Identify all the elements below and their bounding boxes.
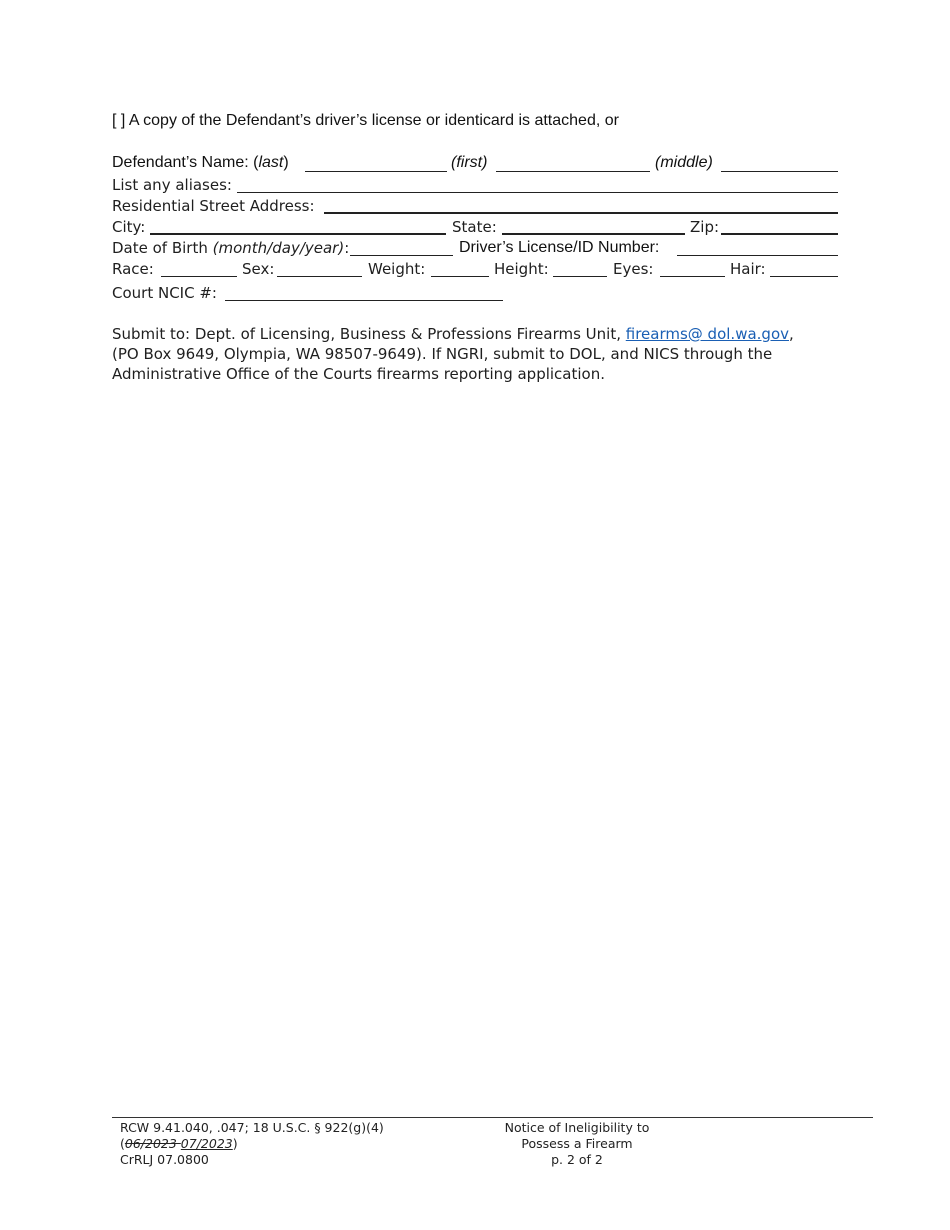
city-label: City: [112, 218, 146, 236]
first-name-field[interactable] [496, 171, 650, 172]
dob-colon: : [344, 239, 350, 257]
defendant-name-label [112, 154, 289, 172]
submit-line-3: Administrative Office of the Courts firearms reporting application. [112, 365, 605, 383]
footer-title-line-2: Possess a Firearm [521, 1136, 633, 1151]
dob-field[interactable] [350, 255, 453, 256]
submit-comma: , [789, 325, 794, 343]
ncic-field[interactable] [225, 300, 503, 301]
sex-field[interactable] [277, 276, 362, 277]
submit-line-2: (PO Box 9649, Olympia, WA 98507-9649). If NGRI, submit to DOL, and NICS through the [112, 345, 773, 363]
state-field[interactable] [502, 233, 685, 235]
name-label-text: Defendant’s Name: ( [112, 154, 259, 171]
footer-title-line-1: Notice of Ineligibility to [504, 1120, 650, 1135]
weight-label: Weight: [368, 260, 426, 278]
zip-field[interactable] [721, 233, 838, 235]
rev-new-date: 07/2023 [180, 1136, 233, 1151]
email-link[interactable]: firearms@ dol.wa.gov [625, 325, 789, 343]
dob-format: (month/day/year) [212, 239, 345, 257]
state-label: State: [452, 218, 497, 236]
footer-page-number: p. 2 of 2 [551, 1152, 603, 1167]
submit-line-1 [112, 325, 794, 343]
race-label: Race: [112, 260, 154, 278]
footer-rule [112, 1117, 873, 1118]
street-field[interactable] [324, 212, 838, 214]
street-label: Residential Street Address: [112, 197, 315, 215]
license-label: Driver’s License/ID Number: [459, 239, 660, 256]
dob-label [112, 239, 349, 257]
zip-label: Zip: [690, 218, 720, 236]
aliases-label: List any aliases: [112, 176, 232, 194]
rev-open-paren: ( [120, 1136, 125, 1151]
city-field[interactable] [150, 233, 446, 235]
ncic-label: Court NCIC #: [112, 284, 217, 302]
footer-revision-date [120, 1136, 238, 1151]
attachment-text: A copy of the Defendant’s driver’s license or identicard is attached, or [128, 112, 619, 129]
rev-old-date: 06/2023 [124, 1136, 181, 1151]
rev-close-paren: ) [232, 1136, 238, 1151]
aliases-field[interactable] [237, 192, 838, 193]
footer-rcw: RCW 9.41.040, .047; 18 U.S.C. § 922(g)(4) [120, 1120, 384, 1135]
sex-label: Sex: [242, 260, 275, 278]
race-field[interactable] [161, 276, 237, 277]
footer-form-id: CrRLJ 07.0800 [120, 1152, 209, 1167]
license-field[interactable] [677, 255, 838, 256]
eyes-field[interactable] [660, 276, 725, 277]
height-label: Height: [494, 260, 549, 278]
name-close-paren: ) [283, 154, 289, 171]
hair-label: Hair: [730, 260, 766, 278]
middle-label: (middle) [655, 154, 713, 171]
first-label: (first) [451, 154, 488, 171]
dob-label-text: Date of Birth [112, 239, 213, 257]
height-field[interactable] [553, 276, 607, 277]
attachment-line [112, 112, 619, 130]
last-name-field[interactable] [305, 171, 447, 172]
attachment-checkbox[interactable]: [ ] [112, 112, 126, 129]
weight-field[interactable] [431, 276, 489, 277]
middle-name-field[interactable] [721, 171, 838, 172]
last-label: last [258, 154, 284, 171]
submit-text: Submit to: Dept. of Licensing, Business & Professions Firearms Unit, [112, 325, 626, 343]
hair-field[interactable] [770, 276, 838, 277]
eyes-label: Eyes: [613, 260, 654, 278]
